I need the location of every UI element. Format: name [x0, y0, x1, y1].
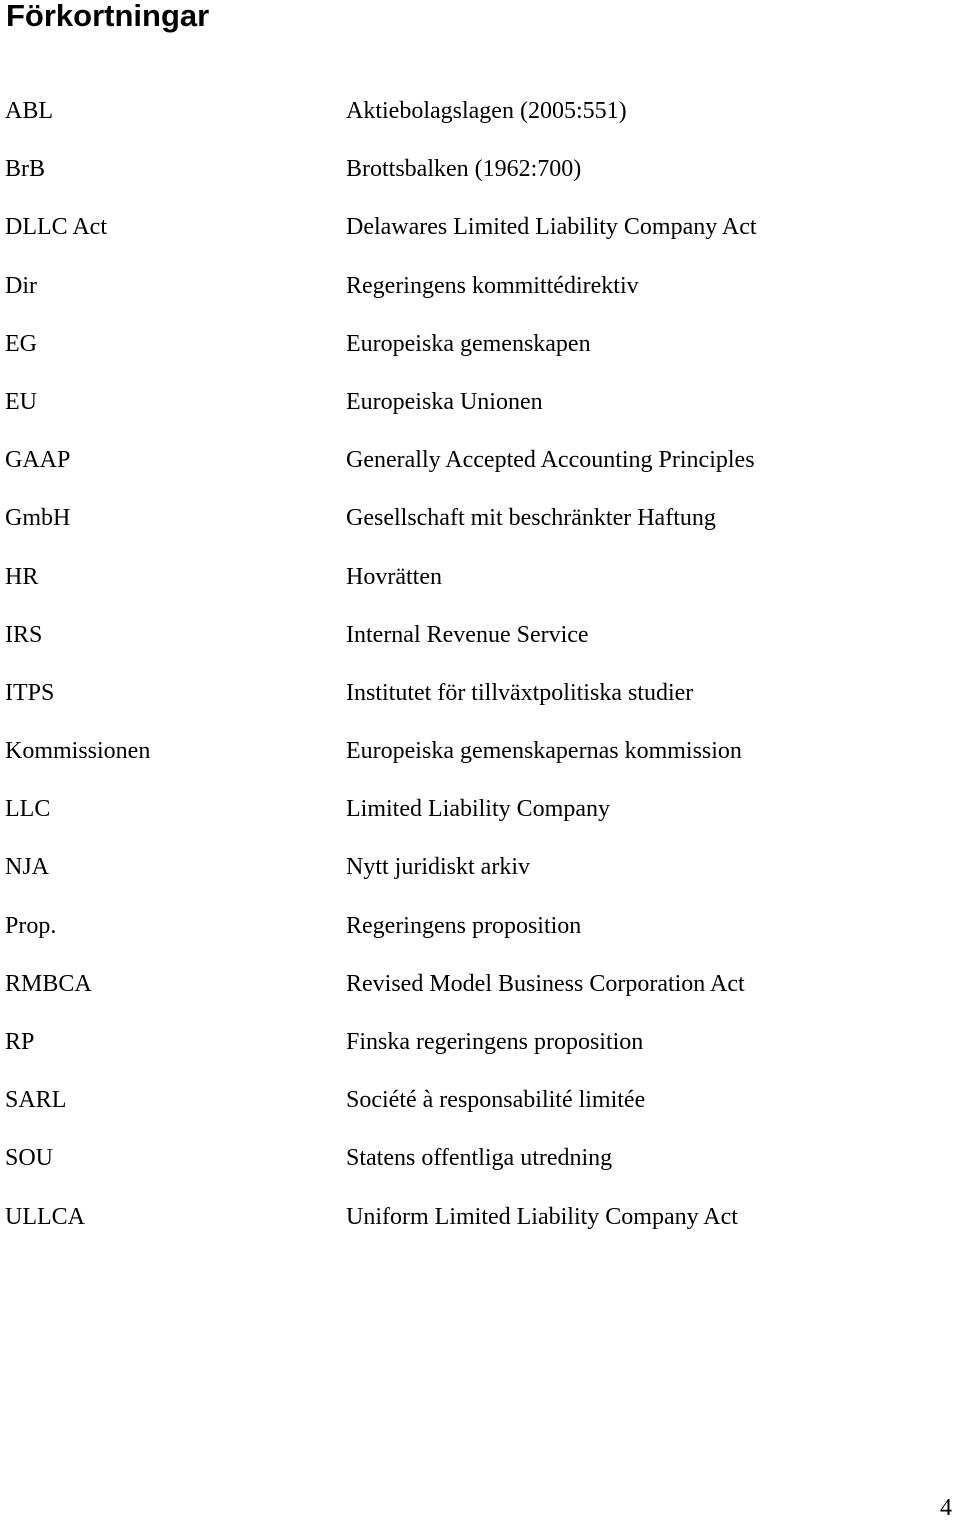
abbreviation-definition: Nytt juridiskt arkiv [346, 854, 530, 881]
abbreviation-definition: Europeiska Unionen [346, 388, 543, 415]
abbreviation-definition: Internal Revenue Service [346, 621, 589, 648]
abbreviation-definition: Limited Liability Company [346, 796, 610, 823]
abbreviation-term: SARL [5, 1087, 67, 1114]
abbreviation-definition: Gesellschaft mit beschränkter Haftung [346, 505, 716, 532]
abbreviation-definition: Regeringens kommittédirektiv [346, 272, 639, 299]
abbreviation-term: RMBCA [5, 970, 92, 997]
abbreviation-term: SOU [5, 1145, 54, 1172]
abbreviation-definition: Europeiska gemenskapen [346, 330, 591, 357]
abbreviation-term: EG [5, 330, 37, 357]
abbreviation-row [0, 732, 960, 790]
abbreviation-definition: Europeiska gemenskapernas kommission [346, 738, 742, 765]
abbreviation-definition: Hovrätten [346, 563, 442, 590]
abbreviation-term: ITPS [5, 679, 55, 706]
abbreviation-row [0, 674, 960, 732]
abbreviation-term: LLC [5, 796, 51, 823]
abbreviation-term: Prop. [5, 912, 57, 939]
abbreviation-row [0, 907, 960, 965]
abbreviation-term: GAAP [5, 447, 71, 474]
abbreviation-term: ULLCA [5, 1203, 85, 1230]
abbreviation-row [0, 558, 960, 616]
abbreviation-row [0, 848, 960, 906]
abbreviation-term: IRS [5, 621, 43, 648]
abbreviation-term: Kommissionen [5, 738, 151, 765]
abbreviation-definition: Statens offentliga utredning [346, 1145, 613, 1172]
abbreviation-row [0, 383, 960, 441]
abbreviation-definition: Regeringens proposition [346, 912, 582, 939]
page-number: 4 [940, 1495, 952, 1521]
abbreviation-definition: Aktiebolagslagen (2005:551) [346, 98, 627, 124]
abbreviation-row [0, 267, 960, 325]
abbreviation-term: Dir [5, 272, 37, 299]
abbreviation-definition: Generally Accepted Accounting Principles [346, 447, 755, 474]
abbreviation-row [0, 92, 960, 150]
abbreviation-row [0, 150, 960, 208]
abbreviation-row [0, 325, 960, 383]
abbreviation-definition: Delawares Limited Liability Company Act [346, 214, 757, 241]
abbreviation-definition: Uniform Limited Liability Company Act [346, 1203, 738, 1230]
abbreviation-term: BrB [5, 156, 46, 183]
abbreviation-row [0, 790, 960, 848]
abbreviation-term: ABL [5, 98, 53, 124]
abbreviation-term: EU [5, 388, 37, 415]
abbreviation-term: GmbH [5, 505, 71, 532]
abbreviation-definition: Brottsbalken (1962:700) [346, 156, 582, 183]
abbreviation-definition: Institutet för tillväxtpolitiska studier [346, 679, 694, 706]
abbreviation-term: HR [5, 563, 39, 590]
abbreviation-row [0, 208, 960, 266]
abbreviation-list [0, 92, 960, 1256]
abbreviation-term: DLLC Act [5, 214, 107, 241]
abbreviation-definition: Société à responsabilité limitée [346, 1087, 646, 1114]
abbreviation-row [0, 1023, 960, 1081]
abbreviation-row [0, 499, 960, 557]
abbreviation-term: NJA [5, 854, 50, 881]
abbreviation-row [0, 1081, 960, 1139]
abbreviation-row [0, 1198, 960, 1256]
abbreviation-row [0, 441, 960, 499]
page-title: Förkortningar [6, 0, 210, 33]
abbreviation-term: RP [5, 1029, 35, 1055]
abbreviation-row [0, 616, 960, 674]
abbreviation-definition: Revised Model Business Corporation Act [346, 970, 745, 997]
abbreviation-definition: Finska regeringens proposition [346, 1029, 644, 1055]
abbreviation-row [0, 1139, 960, 1197]
abbreviation-row [0, 965, 960, 1023]
